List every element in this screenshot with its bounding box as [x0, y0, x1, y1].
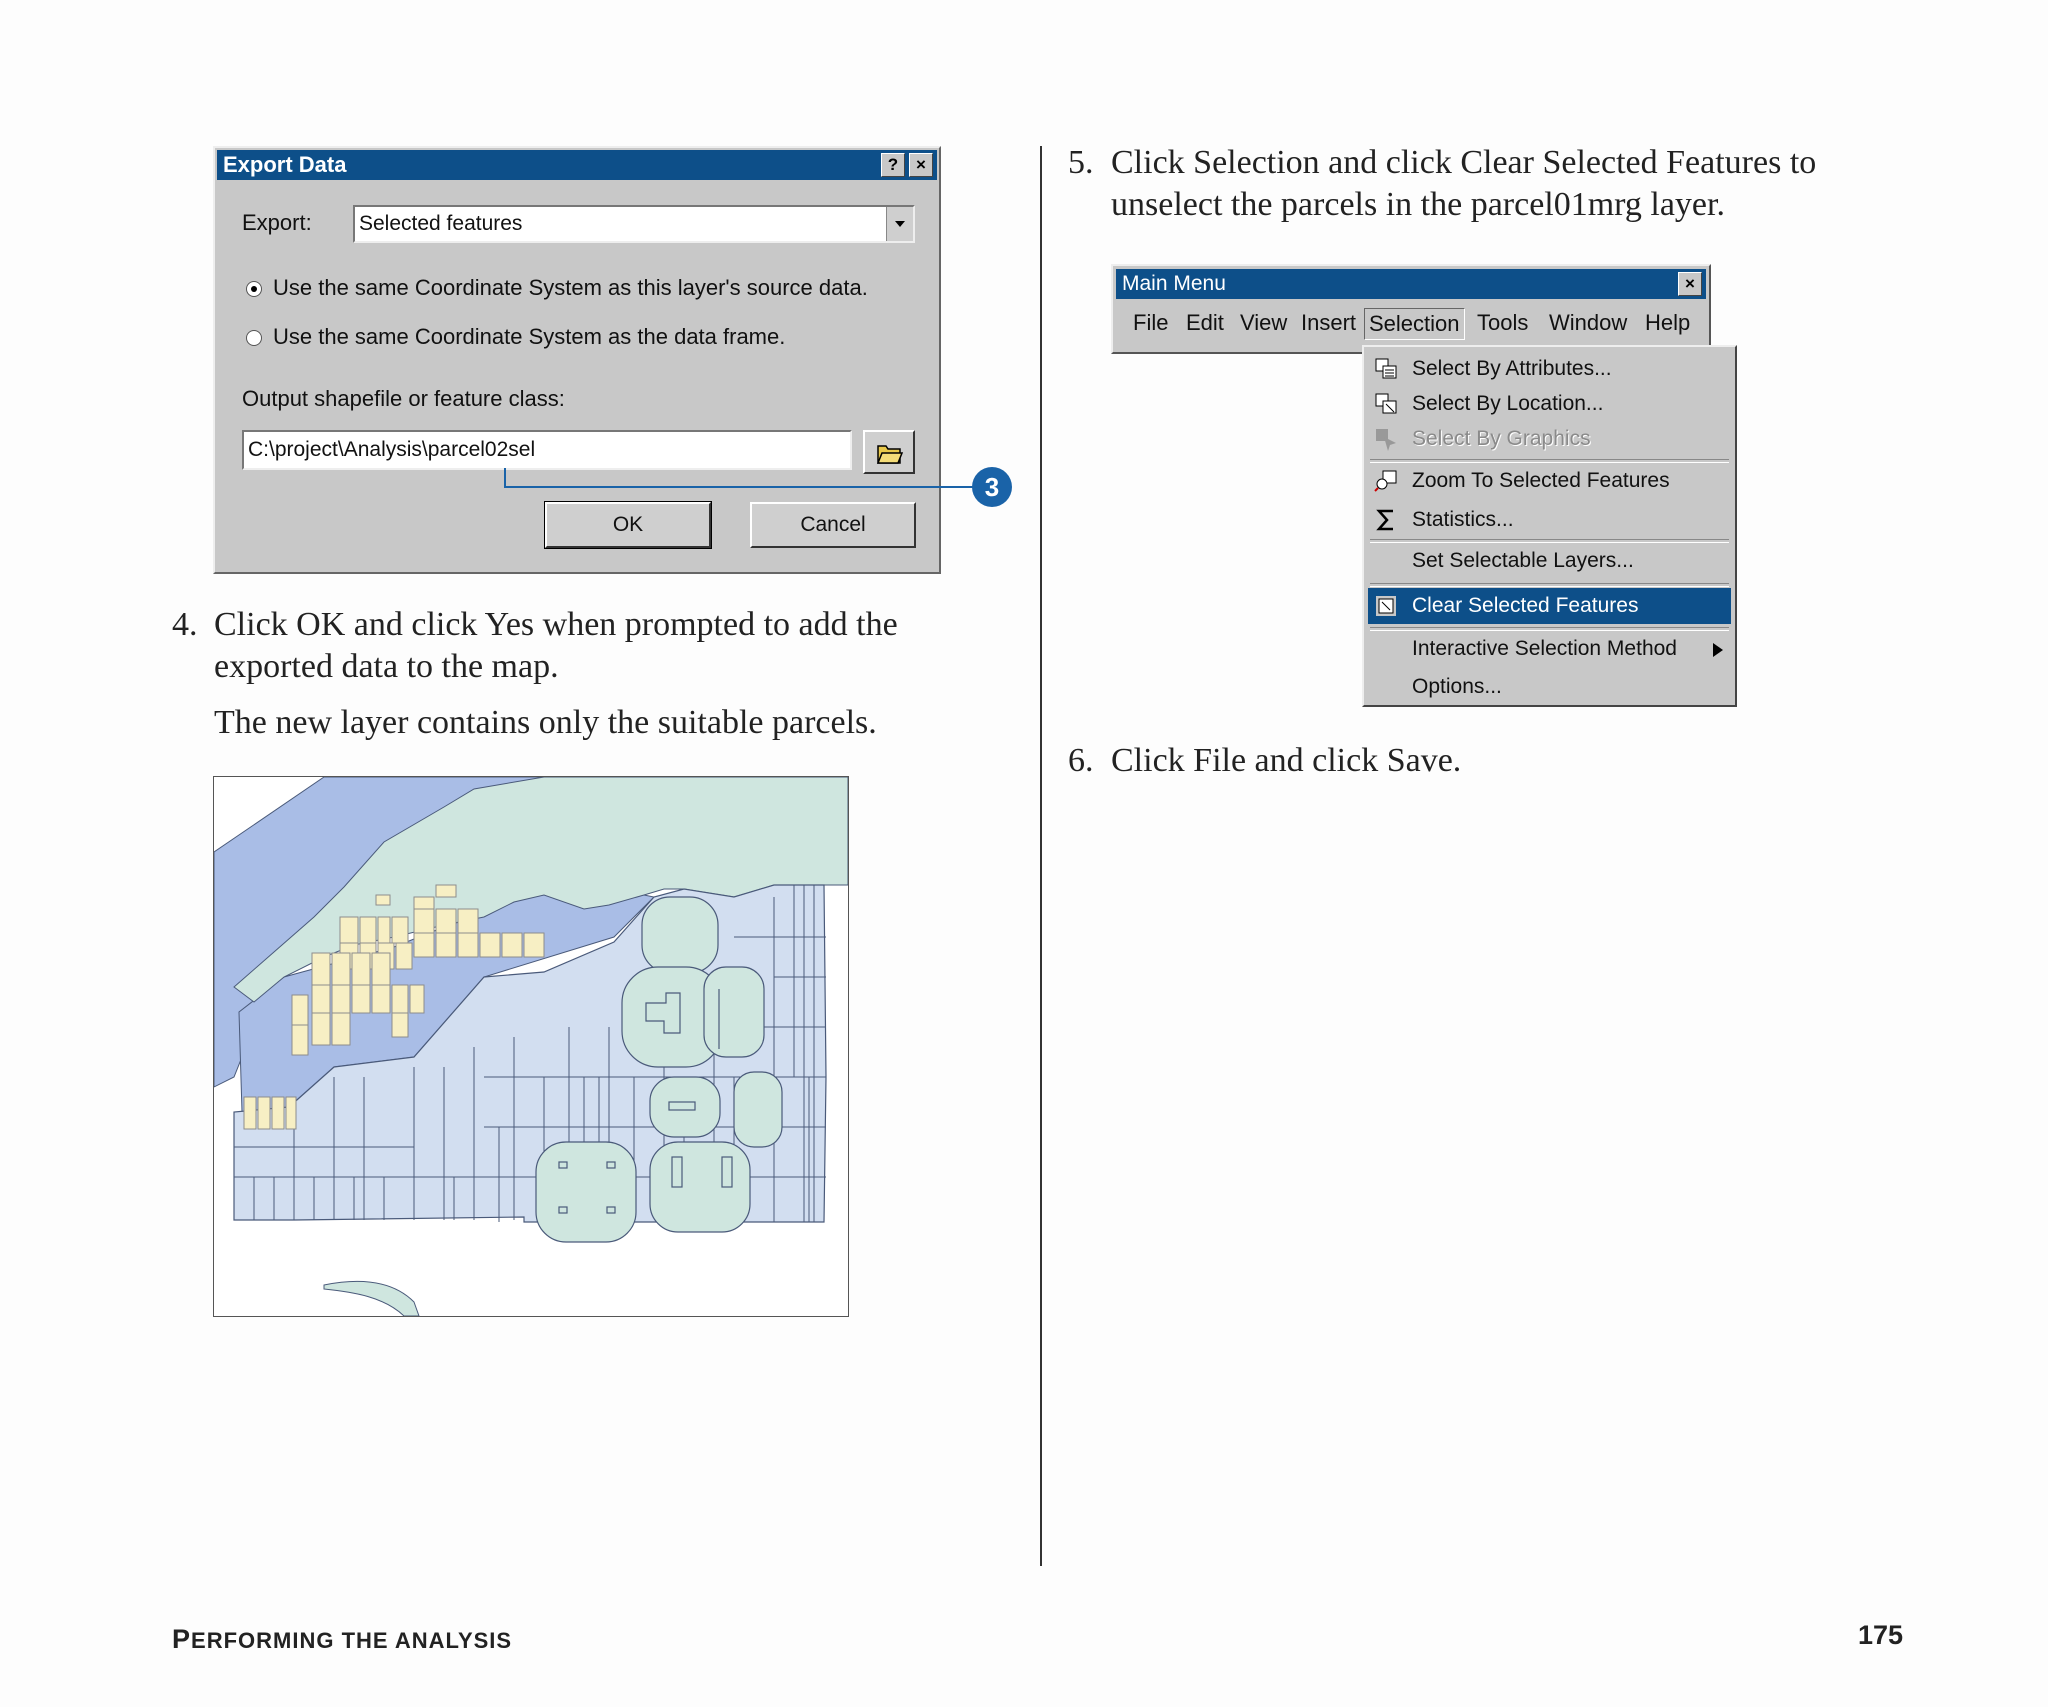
menu-item-label: Set Selectable Layers...: [1412, 549, 1634, 572]
output-path-input[interactable]: C:\project\Analysis\parcel02sel: [242, 430, 852, 470]
submenu-arrow-icon: [1713, 643, 1723, 657]
menu-item-label: Select By Graphics: [1412, 427, 1591, 450]
export-data-dialog: [213, 146, 941, 574]
radio-frame-label: Use the same Coordinate System as the data frame.: [273, 324, 786, 349]
column-divider: [1040, 146, 1042, 1566]
menu-tools[interactable]: Tools: [1477, 310, 1529, 335]
menu-item-label: Select By Location...: [1412, 392, 1604, 415]
callout-leader-horizontal: [504, 486, 974, 488]
select-by-location-icon: [1374, 392, 1398, 416]
menu-item-label: Interactive Selection Method: [1412, 637, 1677, 660]
menu-view[interactable]: View: [1240, 310, 1288, 335]
main-menu-window: [1111, 264, 1711, 354]
select-by-graphics-icon: [1374, 427, 1398, 451]
menu-edit[interactable]: Edit: [1186, 310, 1224, 335]
menu-window[interactable]: Window: [1549, 310, 1628, 335]
main-menu-close-button[interactable]: ×: [1678, 272, 1702, 296]
help-button[interactable]: ?: [881, 153, 905, 177]
footer-title-rest2: ANALYSIS: [394, 1628, 513, 1653]
sigma-icon: [1374, 508, 1398, 532]
radio-source-coordinate[interactable]: [246, 281, 262, 297]
menu-separator: [1370, 583, 1729, 587]
clear-selection-icon: [1374, 594, 1398, 618]
menu-item-select-by-attributes[interactable]: [1368, 351, 1731, 387]
menu-item-select-by-graphics: [1368, 421, 1731, 457]
dialog-titlebar: [217, 150, 937, 180]
footer-section-title: [172, 1624, 512, 1655]
main-menu-titlebar: [1116, 269, 1706, 299]
footer-title-rest: ERFORMING THE: [191, 1628, 395, 1653]
menu-item-label: Select By Attributes...: [1412, 357, 1612, 380]
menu-help[interactable]: Help: [1645, 310, 1691, 335]
menu-insert[interactable]: Insert: [1301, 310, 1357, 335]
main-menu-title: Main Menu: [1122, 272, 1226, 295]
step5-line2: unselect the parcels in the parcel01mrg layer.: [1111, 186, 1725, 223]
step6-number: 6.: [1068, 742, 1094, 779]
radio-frame-coordinate[interactable]: [246, 330, 262, 346]
radio-source-label: Use the same Coordinate System as this layer's source data.: [273, 275, 868, 300]
menu-item-clear-selected-features[interactable]: [1368, 588, 1731, 624]
step4-line1: Click OK and click Yes when prompted to add the: [214, 606, 898, 643]
zoom-to-selected-icon: [1374, 469, 1398, 493]
menu-file[interactable]: File: [1133, 310, 1169, 335]
step5-number: 5.: [1068, 144, 1094, 181]
footer-title-initial: P: [172, 1624, 192, 1654]
menu-item-zoom-to-selected[interactable]: [1368, 463, 1731, 499]
chevron-down-icon[interactable]: [886, 207, 913, 241]
step4-line2: exported data to the map.: [214, 648, 559, 685]
open-folder-icon: [865, 432, 913, 472]
menu-item-options[interactable]: [1368, 669, 1731, 705]
menu-item-label: Options...: [1412, 675, 1502, 698]
callout-leader-vertical: [504, 468, 506, 488]
output-label: Output shapefile or feature class:: [242, 386, 565, 411]
step4-number: 4.: [172, 606, 198, 643]
menu-item-select-by-location[interactable]: [1368, 386, 1731, 422]
menu-item-label: Clear Selected Features: [1412, 594, 1639, 617]
menu-item-label: Zoom To Selected Features: [1412, 469, 1670, 492]
export-select[interactable]: [353, 205, 915, 243]
select-by-attributes-icon: [1374, 357, 1398, 381]
dialog-title: Export Data: [223, 152, 347, 177]
step5-line1: Click Selection and click Clear Selected Features to: [1111, 144, 1817, 181]
export-select-value: Selected features: [359, 212, 523, 235]
menu-item-interactive-selection-method[interactable]: [1368, 631, 1731, 667]
parcel-map: [213, 776, 849, 1317]
browse-button[interactable]: [863, 430, 915, 474]
menu-selection[interactable]: Selection: [1364, 308, 1465, 340]
step6-line1: Click File and click Save.: [1111, 742, 1462, 779]
selection-dropdown-menu: [1362, 345, 1737, 707]
page-number: 175: [1858, 1620, 1904, 1650]
cancel-button[interactable]: Cancel: [750, 502, 916, 548]
menu-item-statistics[interactable]: [1368, 502, 1731, 538]
export-label: Export:: [242, 210, 312, 235]
close-button[interactable]: ×: [909, 153, 933, 177]
callout-number-badge: 3: [972, 467, 1012, 507]
menu-item-set-selectable-layers[interactable]: [1368, 543, 1731, 579]
map-graphic: [214, 777, 848, 1316]
ok-button[interactable]: OK: [545, 502, 711, 548]
step4-note: The new layer contains only the suitable parcels.: [214, 704, 877, 741]
menu-item-label: Statistics...: [1412, 508, 1514, 531]
